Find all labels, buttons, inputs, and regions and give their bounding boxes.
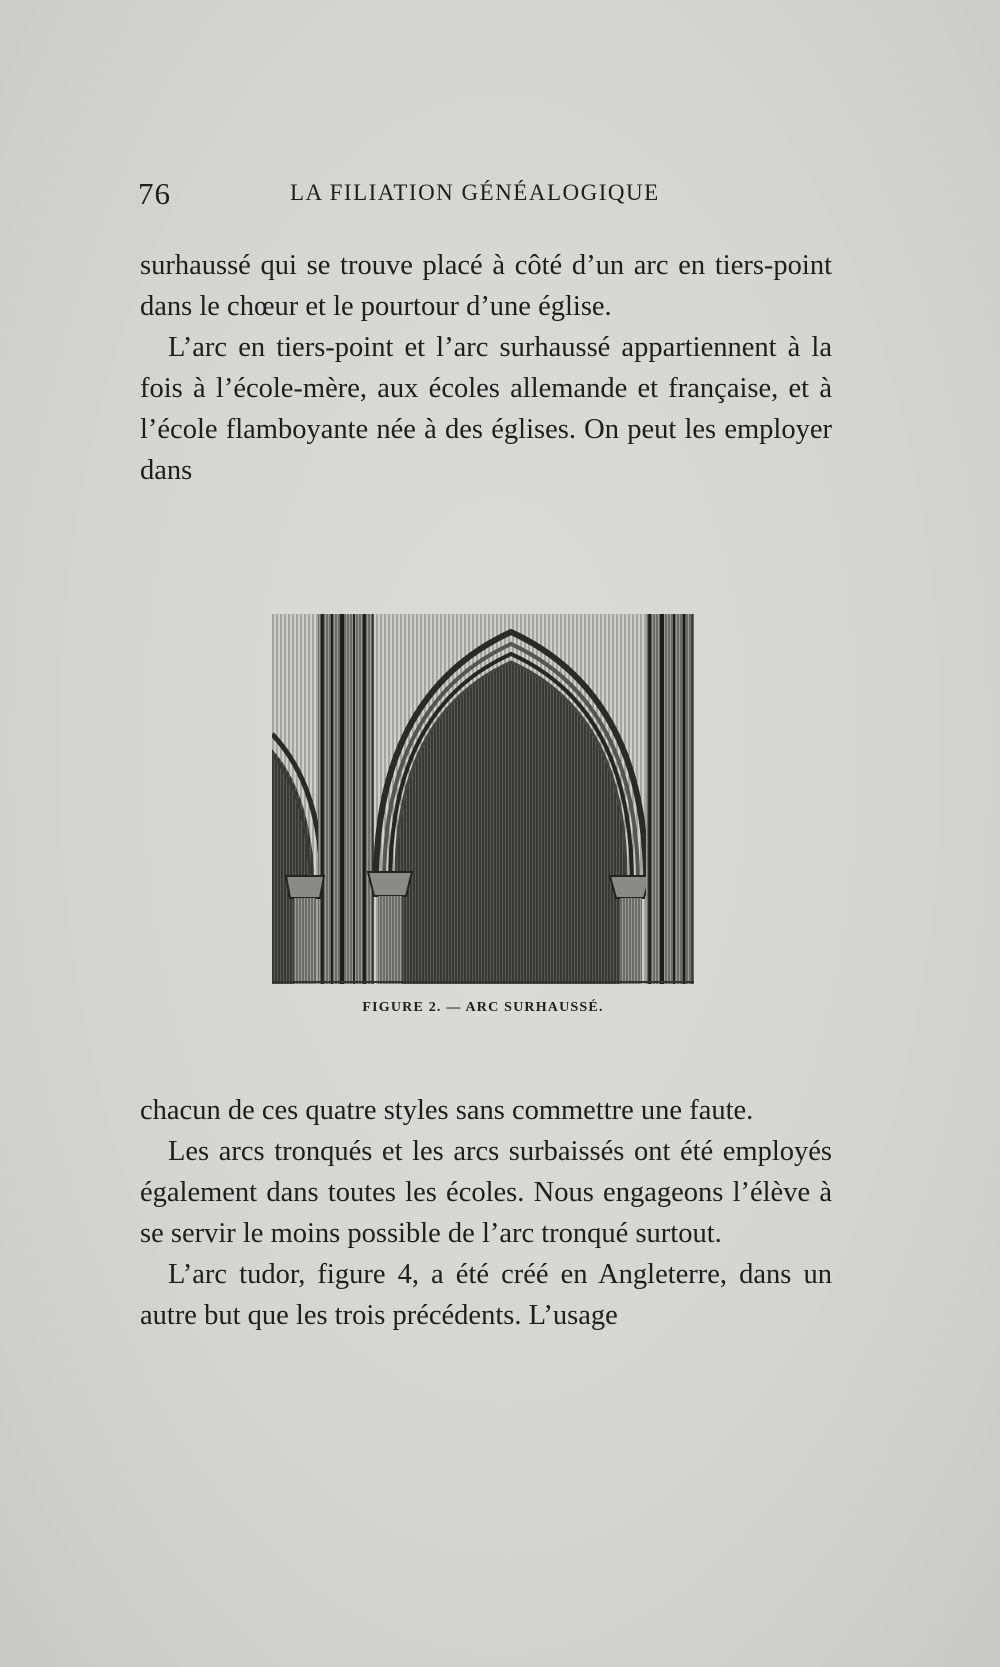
page-number: 76: [138, 176, 171, 211]
running-head: [138, 176, 838, 216]
paragraph-tudor-arc: L’arc tudor, figure 4, a été créé en Angleterre, dans un autre but que les trois précédents. L’usage: [140, 1259, 832, 1331]
paragraph-continued: surhaussé qui se trouve placé à côté d’un arc en tiers-point dans le chœur et le pourtour d’une église.: [140, 250, 832, 322]
running-title: LA FILIATION GÉNÉALOGIQUE: [290, 180, 660, 205]
figure-arch-engraving: [272, 614, 694, 984]
paragraph-truncated-arcs: Les arcs tronqués et les arcs surbaissés ont été employés également dans toutes les écoles. Nous engageons l’élève à se servir le moins possible de l’arc tronqué surtout.: [140, 1136, 832, 1249]
paragraph-arc-types: L’arc en tiers-point et l’arc surhaussé appartiennent à la fois à l’école-mère, aux écoles allemande et française, et à l’école flamboyante née à des églises. On peut les employer dans: [140, 332, 832, 486]
paragraph-continued-2: chacun de ces quatre styles sans commettre une faute.: [140, 1095, 754, 1126]
figure-caption: FIGURE 2. — ARC SURHAUSSÉ.: [362, 1000, 604, 1015]
text-block-top: [140, 245, 832, 491]
text-block-bottom: [140, 1090, 832, 1336]
